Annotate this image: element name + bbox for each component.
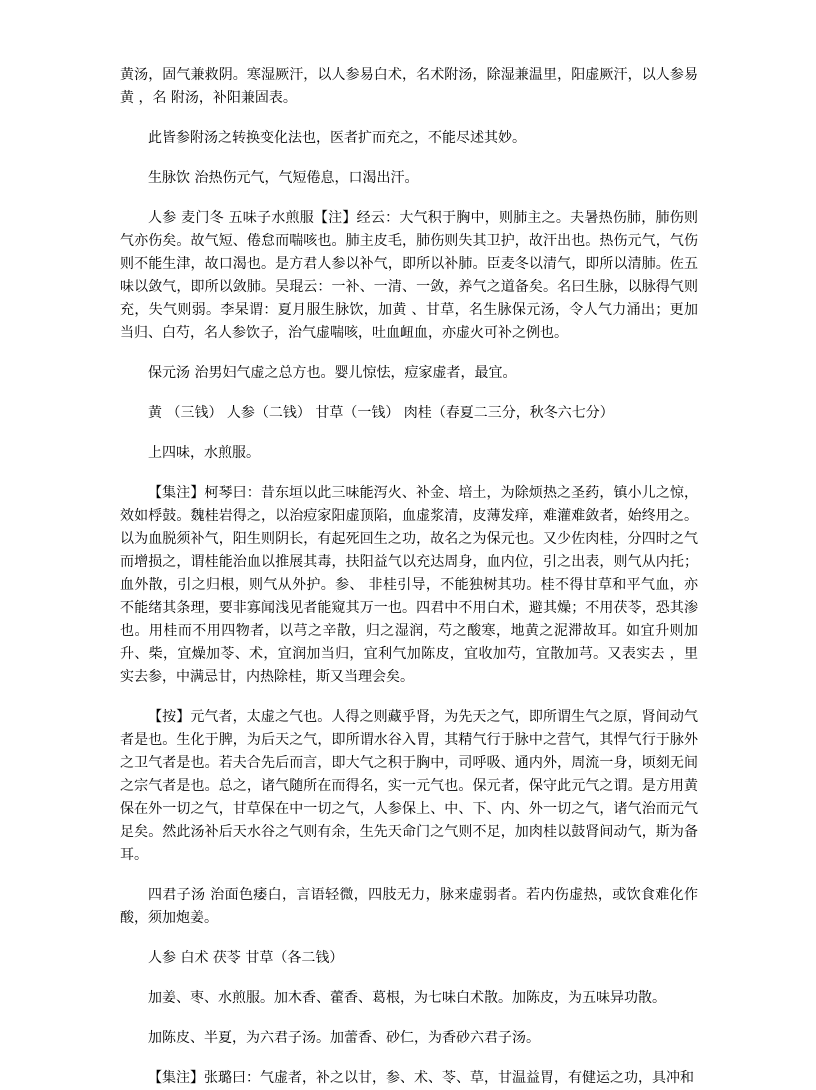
- heading-shengmai-yin: 生脉饮 治热伤元气，气短倦息，口渴出汗。: [148, 170, 419, 186]
- paragraph-sijunzi-ingredients: 人参 白术 茯苓 甘草（各二钱）: [148, 950, 344, 966]
- paragraph-shenfu-summary: 此皆参附汤之转换变化法也，医者扩而充之，不能尽述其妙。: [148, 130, 526, 146]
- paragraph-baoyuan-commentary: 【按】元气者，太虚之气也。人得之则藏乎肾，为先天之气，即所谓生气之原，肾间动气者是也。生化于脾，为后天之气，即所谓水谷入胃，其精气行于脉中之营气，其悍气行于脉外之卫气者是也。若夫合先后而言，即大气之积于胸中，司呼吸、通内外，周流一身，顷刻无间之宗气者是也。总之，诸气随所在而得名，实一元气也。保元者，保守此元气之谓。是方用黄 保在外一切之气，甘草保在中一切之气，人参保上、中、下、内、外一切之气，诸气治而元气足矣。然此汤补后天水谷之气则有余，生先天命门之气则不足，加肉桂以鼓肾间动气，斯为备耳。: [120, 709, 703, 863]
- document-page: [120, 64, 703, 1090]
- paragraph-sijunzi-collected-notes: 【集注】张璐曰：气虚者，补之以甘，参、术、苓、草，甘温益胃，有健运之功，具冲和: [148, 1070, 694, 1086]
- paragraph-baoyuan-method: 上四味，水煎服。: [148, 445, 260, 461]
- paragraph-sijunzi-variations-1: 加姜、枣、水煎服。加木香、藿香、葛根，为七味白术散。加陈皮，为五味异功散。: [148, 990, 666, 1006]
- paragraph-sijunzi-variations-2: 加陈皮、半夏，为六君子汤。加蕾香、砂仁，为香砂六君子汤。: [148, 1030, 540, 1046]
- paragraph-baoyuan-collected-notes: 【集注】柯琴曰：昔东垣以此三味能泻火、补金、培土，为除烦热之圣药，镇小儿之惊，效如桴鼓。魏桂岩得之，以治痘家阳虚顶陷，血虚浆清，皮薄发痒，难灌难敛者，始终用之。以为血脱须补气，阳生则阴长，有起死回生之功，故名之为保元也。又少佐肉桂，分四时之气而增损之，谓桂能治血以推展其毒，扶阳益气以充达周身，血内位，引之出表，则气从内托；血外散，引之归根，则气从外护。参、 非桂引导，不能独树其功。桂不得甘草和平气血，亦不能绪其条理，要非寡闻浅见者能窥其万一也。四君中不用白术，避其燥；不用茯苓，恐其渗也。用桂而不用四物者，以芎之辛散，归之湿润，芍之酸寒，地黄之泥滞故耳。如宜升则加升、柴，宜燥加苓、术，宜润加当归，宜利气加陈皮，宜收加芍，宜散加芎。又表实去 ，里实去参，中满忌甘，内热除桂，斯又当理会矣。: [120, 485, 698, 685]
- heading-baoyuan-tang: 保元汤 治男妇气虚之总方也。婴儿惊怯，痘家虚者，最宜。: [148, 365, 517, 381]
- paragraph-shengmai-notes: 人参 麦门冬 五味子水煎服【注】经云：大气积于胸中，则肺主之。夫暑热伤肺，肺伤则气亦伤矣。故气短、倦怠而喘咳也。肺主皮毛，肺伤则失其卫护，故汗出也。热伤元气，气伤则不能生津，故口渴也。是方君人参以补气，即所以补肺。臣麦冬以清气，即所以清肺。佐五味以敛气，即所以敛肺。吴琨云：一补、一清、一敛，养气之道备矣。名曰生脉，以脉得气则充，失气则弱。李杲谓：夏月服生脉饮，加黄 、甘草，名生脉保元汤，令人气力涌出；更加当归、白芍，名人参饮子，治气虚喘咳，吐血衄血，亦虚火可补之例也。: [120, 210, 698, 341]
- paragraph-baoyuan-ingredients: 黄 （三钱） 人参（二钱） 甘草（一钱） 肉桂（春夏二三分，秋冬六七分）: [148, 405, 614, 421]
- heading-sijunzi-tang: 四君子汤 治面色痿白，言语轻微，四肢无力，脉来虚弱者。若内伤虚热，或饮食难化作酸，须加炮姜。: [120, 887, 698, 926]
- paragraph-continuation: 黄汤，固气兼救阴。寒湿厥汗，以人参易白术，名术附汤，除湿兼温里，阳虚厥汗，以人参易黄 ，名 附汤，补阳兼固表。: [120, 67, 698, 106]
